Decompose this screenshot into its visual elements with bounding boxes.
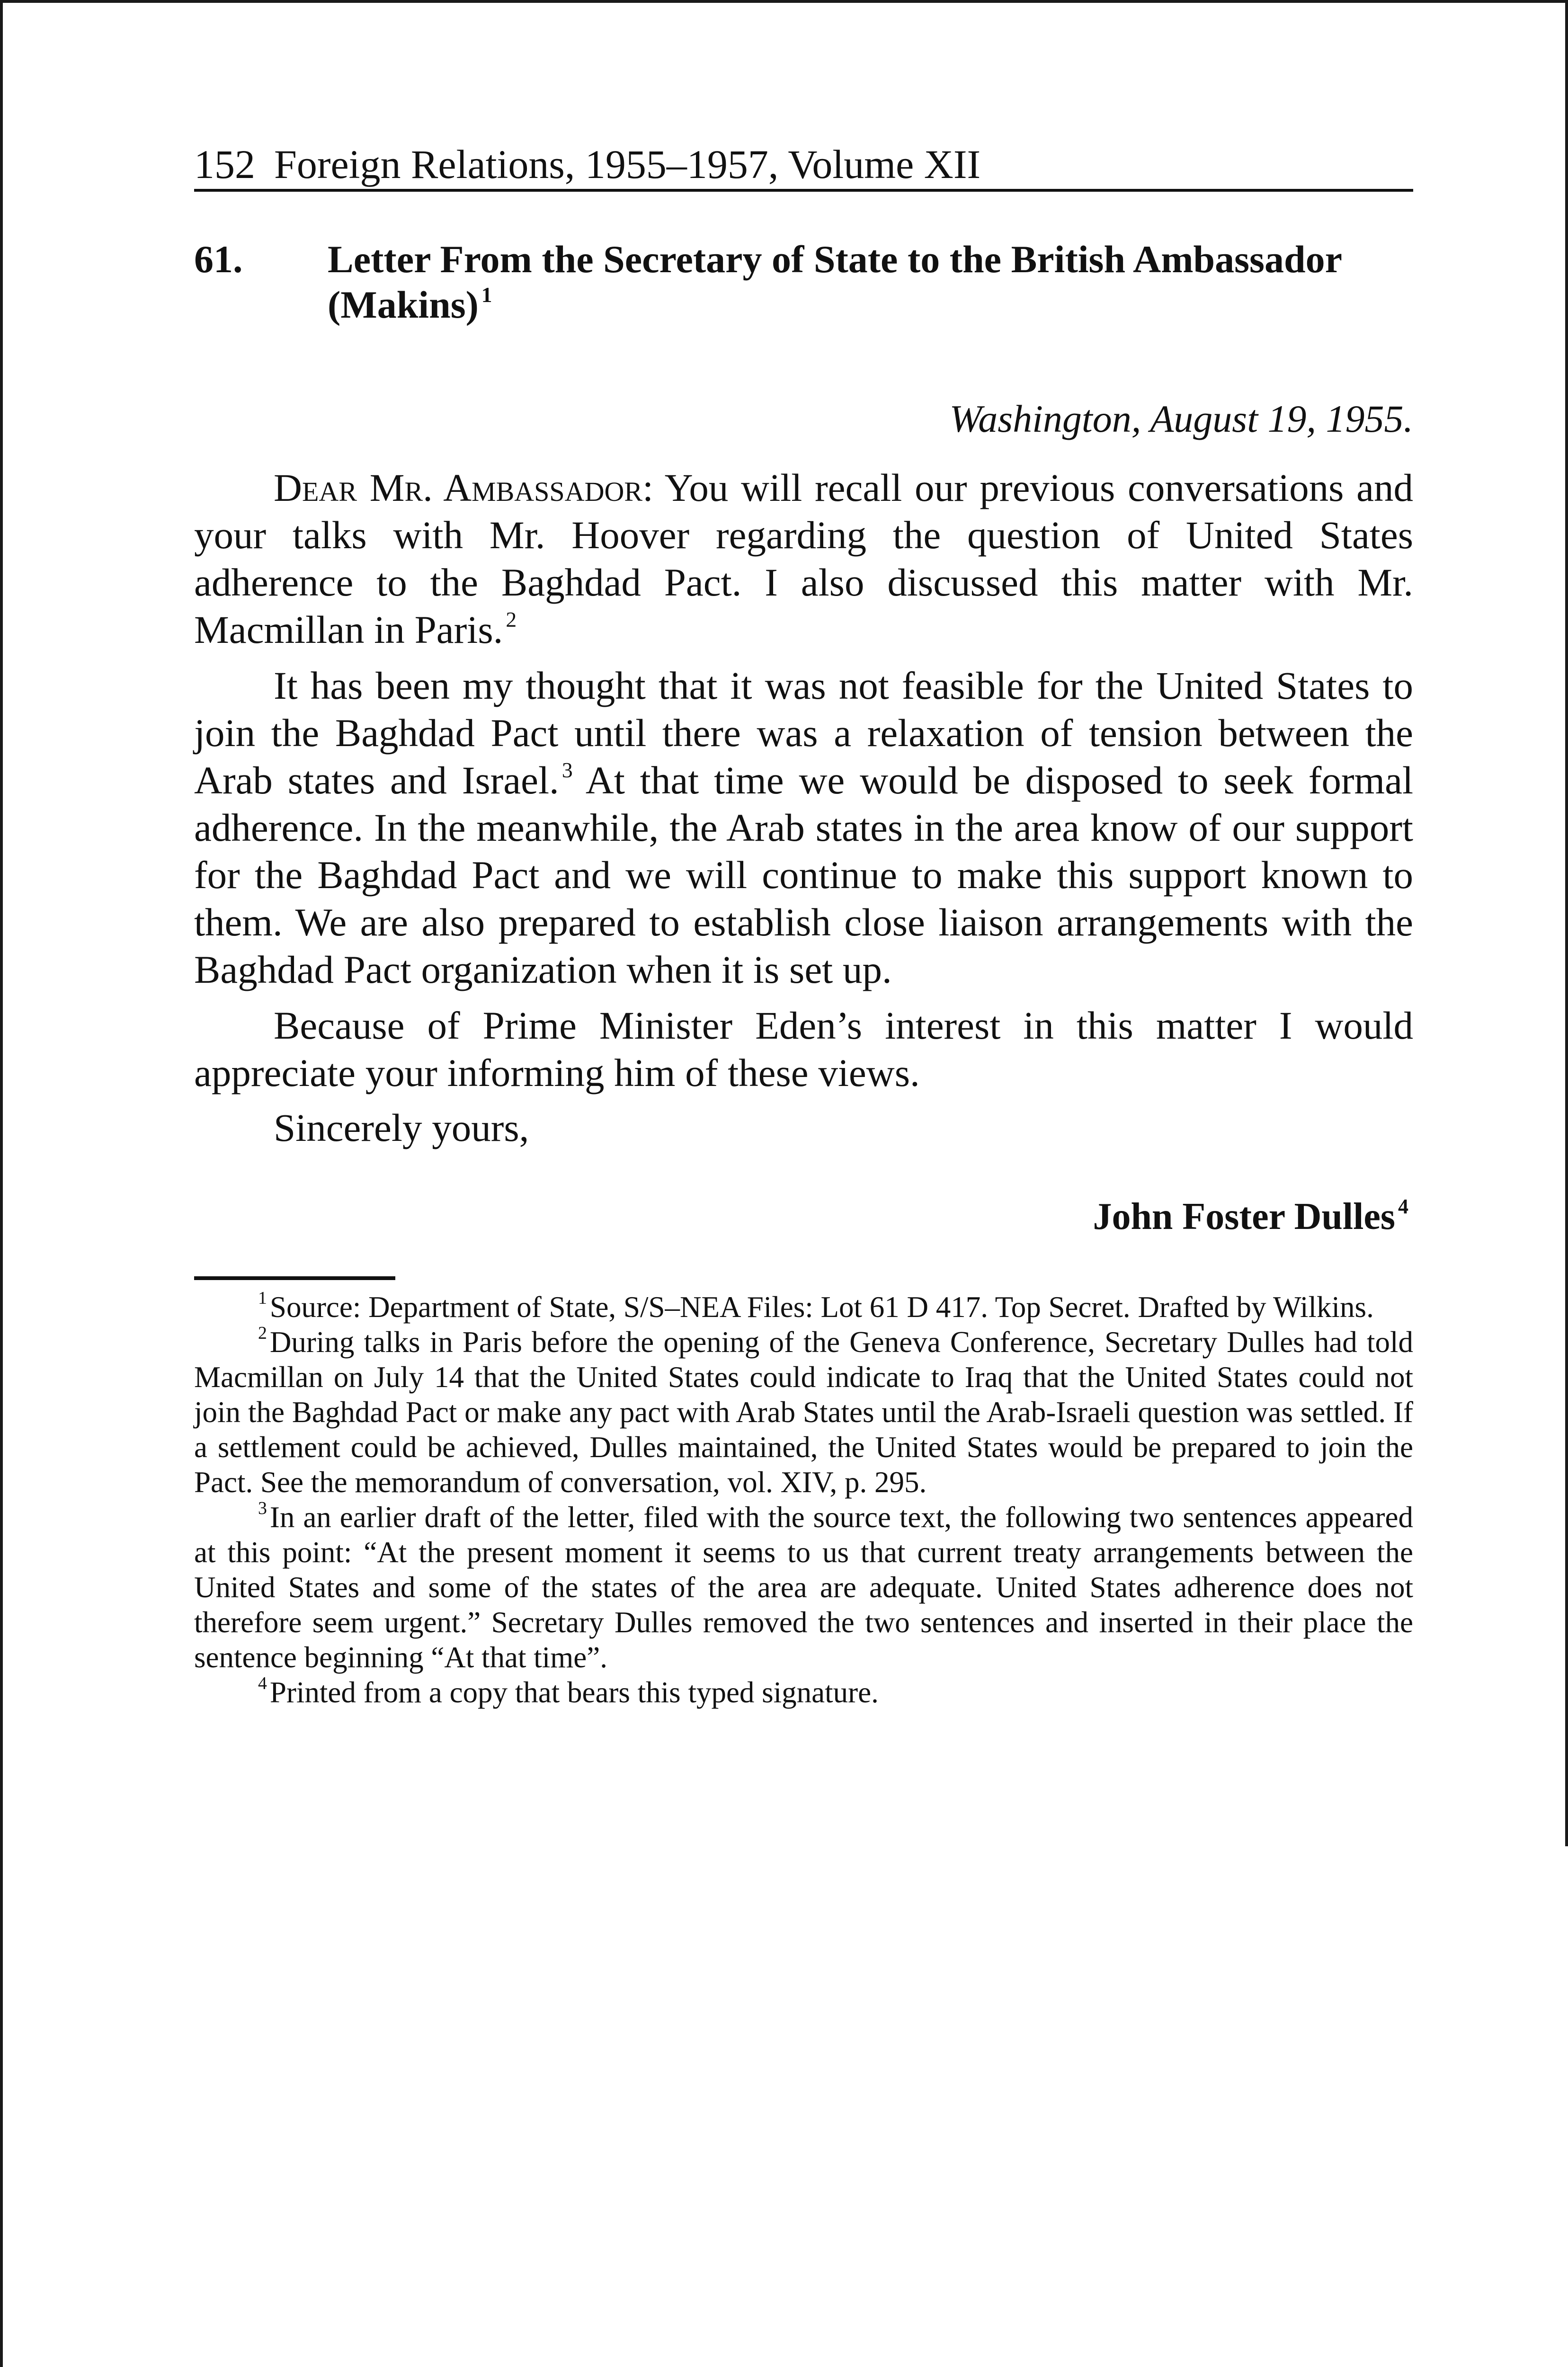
paragraph-2 xyxy=(194,662,1413,993)
footnote-marker: 4 xyxy=(258,1673,267,1693)
footnote-marker: 2 xyxy=(258,1323,267,1343)
page-number: 152 xyxy=(194,142,255,187)
paragraph-2-text-a: It has been my thought that it was not feasible for the United States to join the Baghdad Pact until there was a relaxation of tension between the Arab states and Israel. xyxy=(194,664,1413,802)
footnote-ref-2: 2 xyxy=(506,607,517,632)
footnote-rule xyxy=(194,1276,395,1280)
complimentary-close: Sincerely yours, xyxy=(274,1106,529,1150)
paragraph-1 xyxy=(194,464,1413,653)
footnote-3 xyxy=(194,1500,1413,1675)
paragraph-1-text: You will recall our previous conversations and your talks with Mr. Hoover regarding the question of United States adherence to the Baghdad Pact. I also discussed this matter with Mr. Macmillan in Paris. xyxy=(194,466,1413,652)
document-title xyxy=(328,237,1413,329)
footnote-2 xyxy=(194,1325,1413,1500)
footnote-ref-1: 1 xyxy=(481,283,492,307)
signature-name: John Foster Dulles xyxy=(1093,1196,1395,1238)
letter-body xyxy=(194,464,1413,1096)
placeline: Washington, August 19, 1955. xyxy=(949,397,1413,441)
footnote-marker: 1 xyxy=(258,1288,267,1308)
footnote-text: Source: Department of State, S/S–NEA Files: Lot 61 D 417. Top Secret. Drafted by Wilkins. xyxy=(269,1290,1374,1324)
footnote-ref-3: 3 xyxy=(561,757,573,782)
footnote-text: In an earlier draft of the letter, filed with the source text, the following two sentences appeared at this point: “At the present moment it seems to us that current treaty arrangements between the United States and some of the states of the area are adequate. United States adherence does not therefore seem urgent.” Secretary Dulles removed the two sentences and inserted in their place the sentence beginning “At that time”. xyxy=(194,1501,1413,1674)
scan-border-top xyxy=(0,0,1568,3)
document-number: 61. xyxy=(194,237,243,281)
signature-block xyxy=(194,1195,1408,1238)
volume-title: Foreign Relations, 1955–1957, Volume XII xyxy=(274,142,981,187)
footnote-marker: 3 xyxy=(258,1498,267,1518)
document-page xyxy=(194,142,1413,1710)
document-title-text: Letter From the Secretary of State to the British Ambassador (Makins) xyxy=(328,237,1342,327)
paragraph-2-text-b: At that time we would be disposed to seek formal adherence. In the meanwhile, the Arab states in the area know of our support for the Baghdad Pact and we will continue to make this support known to them. We are also prepared to establish close liaison arrangements with the Baghdad Pact organization when it is set up. xyxy=(194,758,1414,992)
footnote-text: Printed from a copy that bears this typed signature. xyxy=(269,1676,879,1709)
footnotes xyxy=(194,1290,1413,1710)
document-heading xyxy=(194,237,1413,329)
paragraph-3: Because of Prime Minister Eden’s interest in this matter I would appreciate your informing him of these views. xyxy=(194,1004,1413,1095)
footnote-ref-4: 4 xyxy=(1398,1195,1408,1219)
scan-border-right xyxy=(1565,0,1568,1846)
salutation: Dear Mr. Ambassador: xyxy=(274,466,654,510)
scan-border-left xyxy=(0,0,3,2367)
footnote-1 xyxy=(194,1290,1413,1325)
running-head xyxy=(194,142,1413,192)
footnote-4 xyxy=(194,1675,1413,1710)
footnote-text: During talks in Paris before the opening of the Geneva Conference, Secretary Dulles had told Macmillan on July 14 that the United States could indicate to Iraq that the United States could not join the Baghdad Pact or make any pact with Arab States until the Arab-Israeli question was settled. If a settlement could be achieved, Dulles maintained, the United States would be prepared to join the Pact. See the memorandum of conversation, vol. XIV, p. 295. xyxy=(194,1326,1413,1499)
